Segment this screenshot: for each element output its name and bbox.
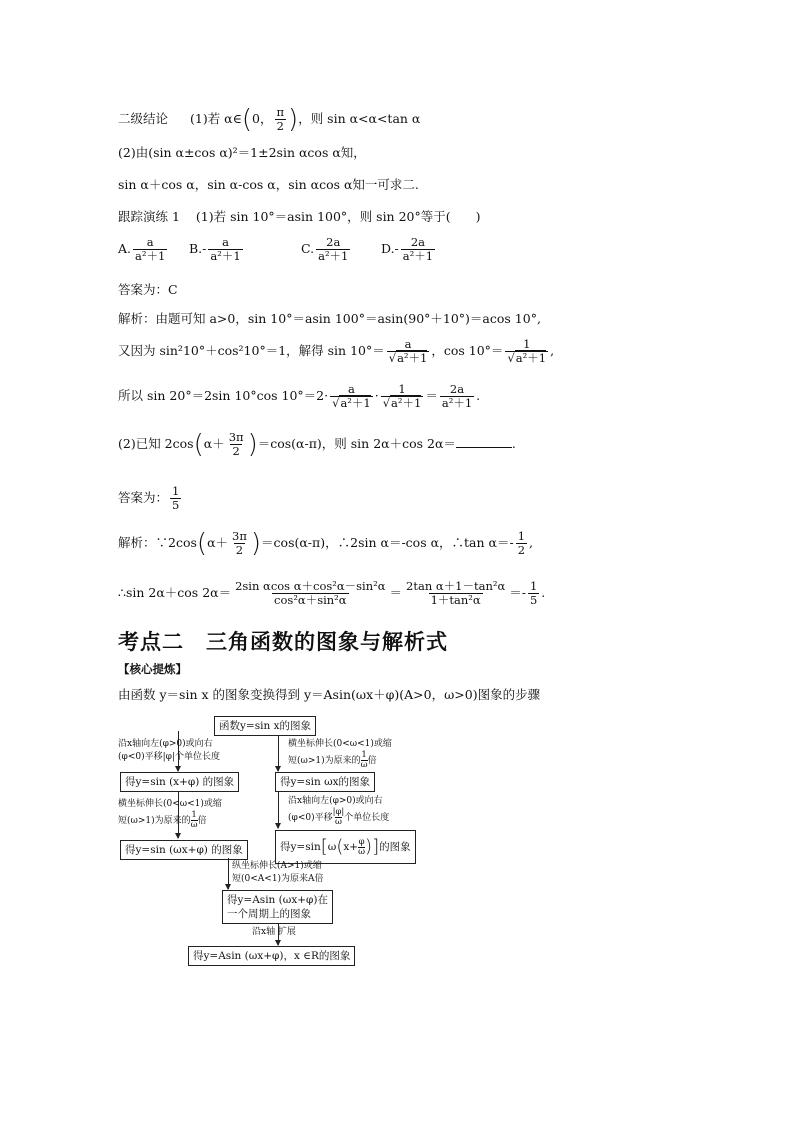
exercise2-question: (2)已知 2cos(α＋ $\frac{3\pi}{2}$ )＝cos(α-π)，则 sin 2α＋cos 2α＝ .	[118, 429, 516, 460]
exercise2-solution-1: 解析：∵2cos(α＋ $\frac{3\pi}{2}$ )＝cos(α-π)，∴2sin α＝-cos α，∴tan α＝- $\frac{1}{2}$ ,	[118, 528, 534, 559]
flow-left-box-2: 得y=sin (ωx+φ) 的图象	[120, 840, 248, 860]
exercise2-solution-2: ∴sin 2α＋cos 2α＝ $\frac{\text{2sin αcos α＋cos²α－sin²α}}{\text{cos²α＋sin²α}}$ ＝ $\frac{\text{2tan α＋1－tan²α}}{\text{1＋tan²α}}$ ＝- $\frac{1}{5}$ .	[118, 579, 546, 607]
flow-left-note-1: 沿x轴向左(φ>0)或向右 (φ<0)平移|φ|个单位长度	[118, 739, 220, 762]
conclusion-text-b: ，则 sin α<α<tan α	[298, 111, 421, 126]
flow-mid-note: 纵坐标伸长(A>1)或缩 短(0<A<1)为原来A倍	[232, 861, 324, 884]
interval-open: 0，	[252, 111, 273, 126]
exercise2-answer: 答案为： $\frac{1}{5}$	[118, 484, 180, 512]
exercise-title: 跟踪演练 1	[118, 209, 180, 224]
flow-right-box-1: 得y=sin ωx的图象	[275, 772, 375, 792]
flow-left-box-1: 得y=sin (x+φ) 的图象	[120, 772, 239, 792]
core-label: 【核心提炼】	[118, 662, 187, 676]
conclusion-line-2: (2)由(sin α±cos α)²＝1±2sin αcos α知，	[118, 145, 366, 160]
answer-blank	[456, 447, 512, 448]
flow-right-note-2: 沿x轴向左(φ>0)或向右 (φ<0)平移 $\frac{|\varphi|}{\omega}$ 个单位长度	[288, 796, 390, 827]
option-c: C. $\frac{2a}{\text{a²＋1}}$	[301, 235, 349, 263]
exercise1-solution-1: 解析：由题可知 a>0，sin 10°＝asin 100°＝asin(90°＋10°)＝acos 10°,	[118, 311, 541, 326]
exercise1-question	[118, 209, 481, 225]
section-title: 考点二 三角函数的图象与解析式	[118, 629, 448, 654]
flow-top-box: 函数y=sin x的图象	[214, 716, 316, 736]
flow-arrow-right-1	[278, 736, 279, 771]
flow-right-note-1: 横坐标伸长(0<ω<1)或缩 短(ω>1)为原来的 $\frac{1}{\omega}$ 倍	[288, 739, 392, 770]
option-a: A. $\frac{a}{\text{a²＋1}}$	[118, 235, 166, 263]
option-b: B.- $\frac{a}{\text{a²＋1}}$	[189, 235, 241, 263]
conclusion-line-3: sin α＋cos α，sin α-cos α，sin αcos α知一可求二.	[118, 177, 419, 192]
conclusion-label: 二级结论	[118, 111, 169, 126]
flow-left-note-2: 横坐标伸长(0<ω<1)或缩 短(ω>1)为原来的 $\frac{1}{\omega}$ 倍	[118, 799, 222, 830]
pi-over-2: $\frac{\pi}{2}$	[276, 105, 285, 133]
flow-bottom-box: 得y=Asin (ωx+φ)，x ∈R的图象	[188, 946, 355, 966]
exercise-question-text: (1)若 sin 10°＝asin 100°，则 sin 20°等于( )	[195, 209, 481, 224]
section-intro: 由函数 y＝sin x 的图象变换得到 y＝Asin(ωx＋φ)(A>0，ω>0)图象的步骤	[118, 687, 541, 702]
option-d: D.- $\frac{2a}{\text{a²＋1}}$	[381, 235, 434, 263]
flow-mid-box: 得y=Asin (ωx+φ)在 一个周期上的图象	[222, 890, 333, 924]
exercise1-solution-2: 又因为 sin²10°＋cos²10°＝1，解得 sin 10°＝ $\frac{a}{\text{√a²＋1}}$ ，cos 10°＝ $\frac{1}{\text{√a²＋1}}$ ,	[118, 337, 555, 365]
exercise1-solution-3: 所以 sin 20°＝2sin 10°cos 10°＝2· $\frac{a}{\text{√a²＋1}}$ · $\frac{1}{\text{√a²＋1}}$ ＝ $\frac{2a}{\text{a²＋1}}$ .	[118, 382, 481, 410]
conclusion-line-1: 二级结论 (1)若 α∈(0， $\frac{\pi}{2}$ )，则 sin α<α<tan α	[118, 104, 421, 135]
conclusion-text-a: (1)若 α∈	[189, 111, 242, 126]
flow-bottom-note: 沿x轴 扩展	[252, 927, 296, 937]
flow-right-box-2: 得y=sin[ω(x+ $\frac{\varphi}{\omega}$ )]的图象	[275, 830, 416, 864]
flow-arrow-right-2	[278, 792, 279, 828]
flow-arrow-mid	[228, 858, 229, 889]
exercise1-answer: 答案为：C	[118, 282, 178, 297]
